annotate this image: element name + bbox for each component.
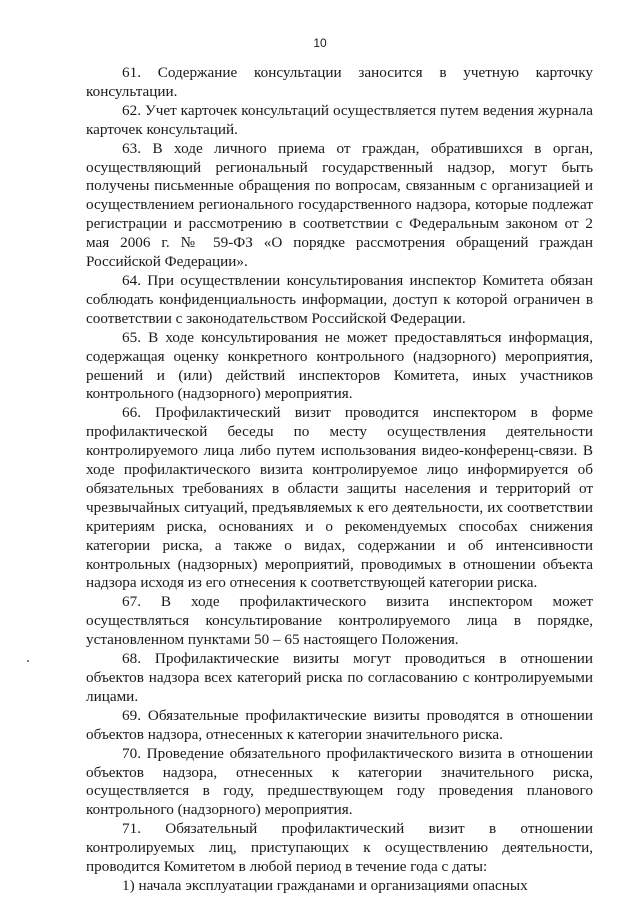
- paragraph-66: 66. Профилактический визит проводится инспектором в форме профилактической беседы по месту осуществления деятельности контролируемого лица либо путем использования видео-конференц-связи. В ходе профилактического визита контролируемое лицо информируется об обязательных требованиях в области защиты населения и территорий от чрезвычайных ситуаций, предъявляемых к его деятельности, их соответствии критериям риска, основаниях и о рекомендуемых способах снижения категории риска, а также о видах, содержании и об интенсивности контрольных (надзорных) мероприятий, проводимых в отношении объекта надзора исходя из его отнесения к соответствующей категории риска.: [86, 404, 593, 592]
- scan-speck: [27, 660, 29, 662]
- paragraph-69: 69. Обязательные профилактические визиты проводятся в отношении объектов надзора, отнесенных к категории значительного риска.: [86, 706, 593, 743]
- paragraph-71-item-1: 1) начала эксплуатации гражданами и организациями опасных: [122, 876, 528, 894]
- paragraph-63: 63. В ходе личного приема от граждан, обратившихся в орган, осуществляющий региональный государственный надзор, могут быть получены письменные обращения по вопросам, связанным с организацией и осуществлением регионального государственного надзора, которые подлежат регистрации и рассмотрению в соответствии с Федеральным законом от 2 мая 2006 г. № 59-ФЗ «О порядке рассмотрения обращений граждан Российской Федерации».: [86, 139, 593, 271]
- paragraph-65: 65. В ходе консультирования не может предоставляться информация, содержащая оценку конкретного контрольного (надзорного) мероприятия, решений и (или) действий инспекторов Комитета, иных участников контрольного (надзорного) мероприятия.: [86, 328, 593, 403]
- paragraph-70: 70. Проведение обязательного профилактического визита в отношении объектов надзора, отнесенных к категории значительного риска, осуществляется в году, предшествующем году проведения планового контрольного (надзорного) мероприятия.: [86, 744, 593, 819]
- paragraph-71: 71. Обязательный профилактический визит в отношении контролируемых лиц, приступающих к осуществлению деятельности, проводится Комитетом в любой период в течение года с даты:: [86, 820, 593, 876]
- paragraph-68: 68. Профилактические визиты могут проводиться в отношении объектов надзора всех категорий риска по согласованию с контролируемыми лицами.: [86, 650, 593, 705]
- paragraph-61: 61. Содержание консультации заносится в учетную карточку консультации.: [86, 64, 593, 100]
- paragraph-67: 67. В ходе профилактического визита инспектором может осуществляться консультирование контролируемого лица в порядке, установленном пунктами 50 – 65 настоящего Положения.: [86, 593, 593, 649]
- paragraph-64: 64. При осуществлении консультирования инспектор Комитета обязан соблюдать конфиденциальность информации, доступ к которой ограничен в соответствии с законодательством Российской Федерации.: [86, 271, 593, 327]
- page-number: 10: [313, 36, 327, 50]
- paragraph-62: 62. Учет карточек консультаций осуществляется путем ведения журнала карточек консультаций.: [86, 101, 593, 138]
- document-body: [86, 64, 593, 896]
